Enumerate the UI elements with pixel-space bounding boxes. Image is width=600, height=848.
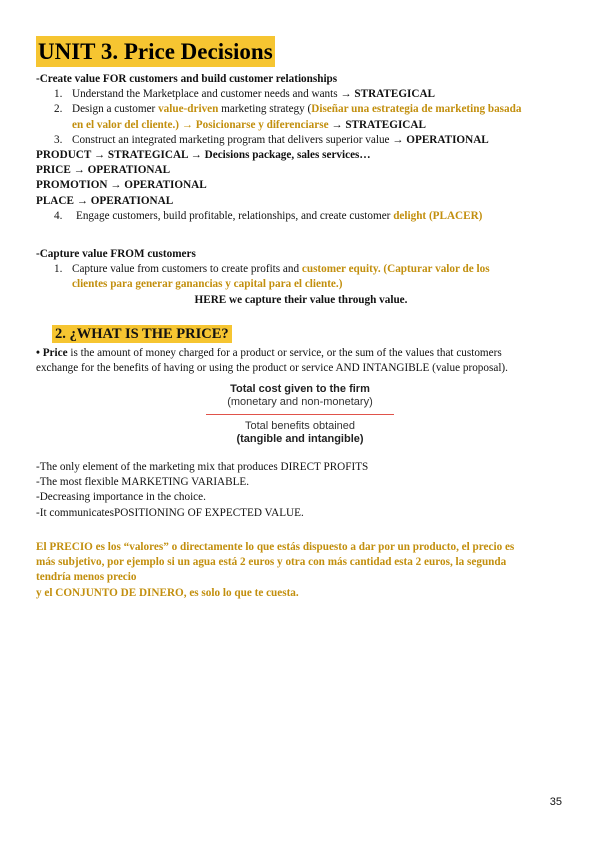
item-highlight: Diseñar una estrategia de marketing basada xyxy=(311,103,522,116)
list-item xyxy=(36,133,566,148)
item-highlight: delight (PLACER) xyxy=(393,209,483,222)
mix-line: PLACE → OPERATIONAL xyxy=(36,194,174,207)
item-text: Design a customer xyxy=(72,103,159,116)
formula-numerator-sub: (monetary and non-monetary) xyxy=(227,396,373,408)
mix-line: PRICE → OPERATIONAL xyxy=(36,164,171,177)
note-line: más subjetivo, por ejemplo si un agua está 2 euros y otra con más cantidad esta 2 euros, la segunda xyxy=(36,556,507,569)
list-item xyxy=(36,87,566,102)
mix-line: PROMOTION → OPERATIONAL xyxy=(36,179,207,192)
section-create-value xyxy=(36,72,566,224)
mix-line: PRODUCT → STRATEGICAL → Decisions package, sales services… xyxy=(36,149,371,162)
note-line: tendría menos precio xyxy=(36,571,137,584)
price-definition xyxy=(36,346,566,376)
capture-statement: HERE we capture their value through value. xyxy=(194,293,408,306)
formula-numerator: Total cost given to the firm xyxy=(230,383,370,395)
item-number: 1. xyxy=(54,88,63,101)
item-text: Capture value from customers to create profits and xyxy=(72,263,302,276)
item-highlight: en el valor del cliente.) → Posicionarse y diferenciarse xyxy=(72,118,329,131)
bullet: • xyxy=(36,347,43,359)
item-text: Engage customers, build profitable, relationships, and create customer xyxy=(76,209,394,222)
item-bold: STRATEGICAL xyxy=(354,88,436,101)
price-characteristics xyxy=(36,460,566,521)
fraction-rule xyxy=(206,414,394,415)
item-number: 3. xyxy=(54,133,63,146)
item-bold: OPERATIONAL xyxy=(406,133,489,146)
item-number: 2. xyxy=(54,103,63,116)
characteristic-line: -Decreasing importance in the choice. xyxy=(36,491,206,504)
definition-text: is the amount of money charged for a product or service, or the sum of the values that customers xyxy=(67,347,502,359)
section-heading: -Capture value FROM customers xyxy=(36,248,196,260)
note-line: El PRECIO es los “valores” o directamente lo que estás dispuesto a dar por un producto, el precio es xyxy=(36,541,515,553)
section-capture-value xyxy=(36,247,566,308)
note-line: y el CONJUNTO DE DINERO, es solo lo que te cuesta. xyxy=(36,586,299,599)
spanish-note xyxy=(36,540,576,601)
definition-term: Price xyxy=(42,347,68,359)
list-item xyxy=(36,209,566,224)
section-heading-price: 2. ¿WHAT IS THE PRICE? xyxy=(52,325,232,343)
item-number: 1. xyxy=(54,263,63,276)
item-highlight: value-driven xyxy=(158,103,219,116)
item-bold: → STRATEGICAL xyxy=(328,118,426,131)
item-number: 4. xyxy=(54,209,63,222)
item-text: marketing strategy ( xyxy=(218,103,312,116)
list-item xyxy=(36,102,566,132)
page-number: 35 xyxy=(549,795,562,808)
value-formula xyxy=(200,383,400,446)
formula-denominator: Total benefits obtained xyxy=(244,420,356,432)
section-heading: -Create value FOR customers and build customer relationships xyxy=(36,73,338,85)
item-highlight: clientes para generar ganancias y capital para el cliente.) xyxy=(72,278,343,291)
item-text: Construct an integrated marketing program that delivers superior value → xyxy=(72,133,407,146)
item-text: Understand the Marketplace and customer needs and wants → xyxy=(72,88,355,101)
characteristic-line: -The only element of the marketing mix that produces DIRECT PROFITS xyxy=(36,461,369,473)
list-item xyxy=(36,262,566,292)
formula-denominator-sub: (tangible and intangible) xyxy=(236,433,364,445)
characteristic-line: -It communicatesPOSITIONING OF EXPECTED VALUE. xyxy=(36,506,304,519)
item-highlight: customer equity. (Capturar valor de los xyxy=(301,263,490,276)
page-title: UNIT 3. Price Decisions xyxy=(36,36,275,67)
characteristic-line: -The most flexible MARKETING VARIABLE. xyxy=(36,476,250,489)
definition-text: exchange for the benefits of having or using the product or service AND INTANGIBLE (value proposal). xyxy=(36,362,508,375)
